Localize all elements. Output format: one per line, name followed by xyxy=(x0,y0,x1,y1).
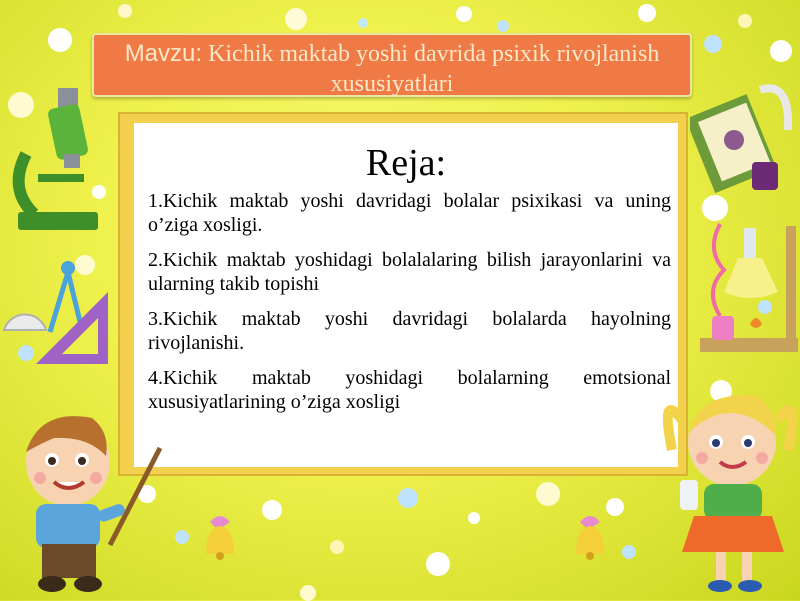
plan-item: 1.Kichik maktab yoshi davridagi bolalar psixikasi va uning o’ziga xosligi. xyxy=(148,190,671,236)
bell-icon xyxy=(198,512,242,562)
boy-with-pointer xyxy=(0,400,170,600)
plan-item: 2.Kichik maktab yoshidagi bolalalaring bilish jarayonlarini va ularning takib topishi xyxy=(148,249,671,295)
plan-item: 4.Kichik maktab yoshidagi bolalarning emotsional xususiyatlarining o’ziga xosligi xyxy=(148,367,671,413)
title-label: Mavzu: xyxy=(124,40,203,67)
title-banner xyxy=(92,33,692,97)
title-text: Kichik maktab yoshi davrida psixik rivojlanish xususiyatlari xyxy=(202,41,660,97)
protractor-icon xyxy=(0,290,50,334)
content-panel xyxy=(134,123,678,467)
bell-icon xyxy=(568,512,612,562)
microscope-icon xyxy=(4,84,104,239)
girl-with-flask xyxy=(660,380,800,600)
plan-heading: Reja: xyxy=(365,142,447,184)
lab-flask-icon xyxy=(698,220,800,365)
plan-item: 3.Kichik maktab yoshi davridagi bolalarda hayolning rivojlanishi. xyxy=(148,308,671,354)
plan-list xyxy=(148,189,671,425)
book-icon xyxy=(690,80,800,195)
